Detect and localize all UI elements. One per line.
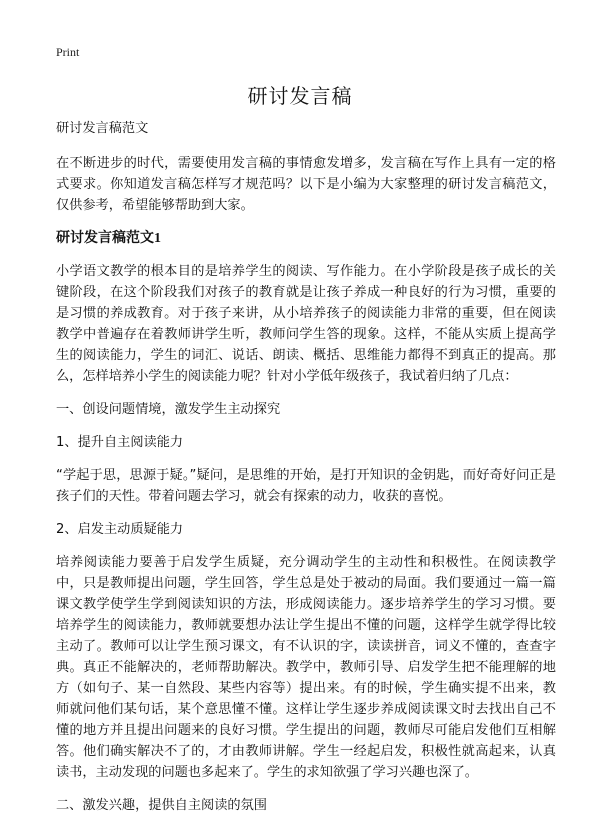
subheading-1: 一、创设问题情境，激发学生主动探究 xyxy=(56,402,281,417)
document-subtitle: 研讨发言稿范文 xyxy=(56,121,149,136)
document-content xyxy=(56,118,556,828)
section-paragraph: 小学语文教学的根本目的是培养学生的阅读、写作能力。在小学阶段是孩子成长的关键阶段，在这个阶段我们对孩子的教育就是让孩子养成一种良好的行为习惯，重要的是习惯的养成教育。对于孩子来讲，从小培养孩子的阅读能力非常的重要，但在阅读教学中普遍存在着教师讲学生听，教师问学生答的现象。这样，不能从实质上提高学生的阅读能力，学生的词汇、说话、朗读、概括、思维能力都得不到真正的提高。那么，怎样培养小学生的阅读能力呢？针对小学低年级孩子，我试着归纳了几点： xyxy=(56,264,556,384)
subheading-1-2: 2、启发主动质疑能力 xyxy=(56,522,184,537)
paragraph-1-1: “学起于思，思源于疑。”疑问，是思维的开始，是打开知识的金钥匙，而好奇好问正是孩子们的天性。带着问题去学习，就会有探索的动力，收获的喜悦。 xyxy=(56,468,556,504)
intro-paragraph: 在不断进步的时代，需要使用发言稿的事情愈发增多，发言稿在写作上具有一定的格式要求。你知道发言稿怎样写才规范吗？以下是小编为大家整理的研讨发言稿范文，仅供参考，希望能够帮助到大家。 xyxy=(56,156,556,213)
print-label: Print xyxy=(56,45,80,59)
paragraph-1-2: 培养阅读能力要善于启发学生质疑，充分调动学生的主动性和积极性。在阅读教学中，只是教师提出问题，学生回答，学生总是处于被动的局面。我们要通过一篇一篇课文教学使学生学到阅读知识的方法，形成阅读能力。逐步培养学生的学习习惯。要培养学生的阅读能力，教师就要想办法让学生提出不懂的问题，这样学生就学得比较主动了。教师可以让学生预习课文，有不认识的字，读读拼音，词义不懂的，查查字典。真正不能解决的，老师帮助解决。教学中，教师引导、启发学生把不能理解的地方（如句子、某一自然段、某些内容等）提出来。有的时候，学生确实提不出来，教师就问他们某句话，某个意思懂不懂。这样让学生逐步养成阅读课文时去找出自己不懂的地方并且提出问题来的良好习惯。学生提出的问题，教师尽可能启发他们互相解答。他们确实解决不了的，才由教师讲解。学生一经起启发，积极性就高起来，认真读书，主动发现的问题也多起来了。学生的求知欲强了学习兴趣也深了。 xyxy=(56,555,556,780)
subheading-2: 二、激发兴趣，提供自主阅读的氛围 xyxy=(56,798,267,813)
section-heading: 研讨发言稿范文1 xyxy=(56,231,161,246)
subheading-1-1: 1、提升自主阅读能力 xyxy=(56,435,184,450)
page-title: 研讨发言稿 xyxy=(247,84,353,108)
